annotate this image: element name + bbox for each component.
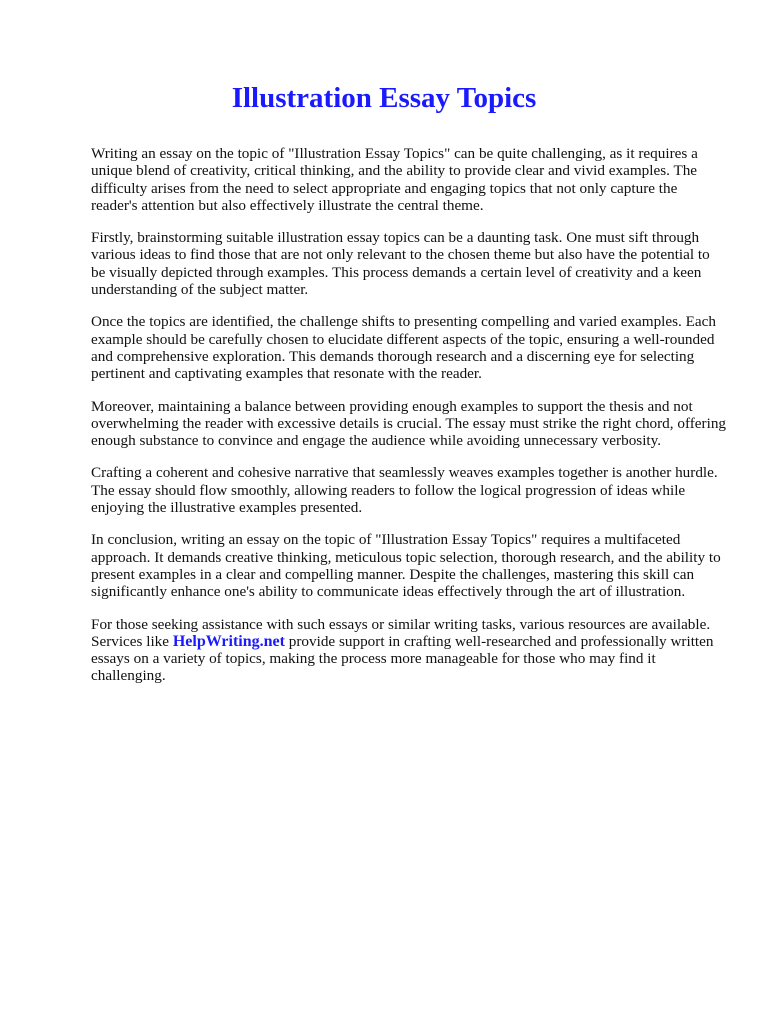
paragraph-7-after-link: provide support in crafting well-researched and professionally written essays on a variety of topics, making the process more manageable for those who may find it challenging. bbox=[91, 632, 714, 685]
helpwriting-link[interactable]: HelpWriting.net bbox=[172, 632, 285, 650]
paragraph-4: Moreover, maintaining a balance between providing enough examples to support the thesis and not overwhelming the reader with excessive details is crucial. The essay must strike the right chord, offering enough substance to convince and engage the audience while avoiding unnecessary verbosity. bbox=[91, 397, 727, 450]
page-title: Illustration Essay Topics bbox=[231, 82, 537, 114]
paragraph-6: In conclusion, writing an essay on the topic of "Illustration Essay Topics" requires a multifaceted approach. It demands creative thinking, meticulous topic selection, thorough research, and the ability to present examples in a clear and compelling manner. Despite the challenges, mastering this skill can significantly enhance one's ability to communicate ideas effectively through the art of illustration. bbox=[91, 531, 721, 601]
essay-body bbox=[91, 145, 727, 700]
paragraph-7-before-link: For those seeking assistance with such essays or similar writing tasks, various resources are available. Services like bbox=[91, 615, 711, 650]
paragraph-2: Firstly, brainstorming suitable illustration essay topics can be a daunting task. One must sift through various ideas to find those that are not only relevant to the chosen theme but also have the potential to be visually depicted through examples. This process demands a certain level of creativity and a keen understanding of the subject matter. bbox=[91, 229, 710, 299]
paragraph-1: Writing an essay on the topic of "Illustration Essay Topics" can be quite challenging, as it requires a unique blend of creativity, critical thinking, and the ability to provide clear and vivid examples. The difficulty arises from the need to select appropriate and engaging topics that not only capture the reader's attention but also effectively illustrate the central theme. bbox=[91, 145, 698, 214]
paragraph-3: Once the topics are identified, the challenge shifts to presenting compelling and varied examples. Each example should be carefully chosen to elucidate different aspects of the topic, ensuring a well-rounded and comprehensive exploration. This demands thorough research and a discerning eye for selecting pertinent and captivating examples that resonate with the reader. bbox=[91, 313, 717, 383]
paragraph-7 bbox=[91, 616, 727, 685]
paragraph-5: Crafting a coherent and cohesive narrative that seamlessly weaves examples together is another hurdle. The essay should flow smoothly, allowing readers to follow the logical progression of ideas while enjoying the illustrative examples presented. bbox=[91, 464, 718, 517]
